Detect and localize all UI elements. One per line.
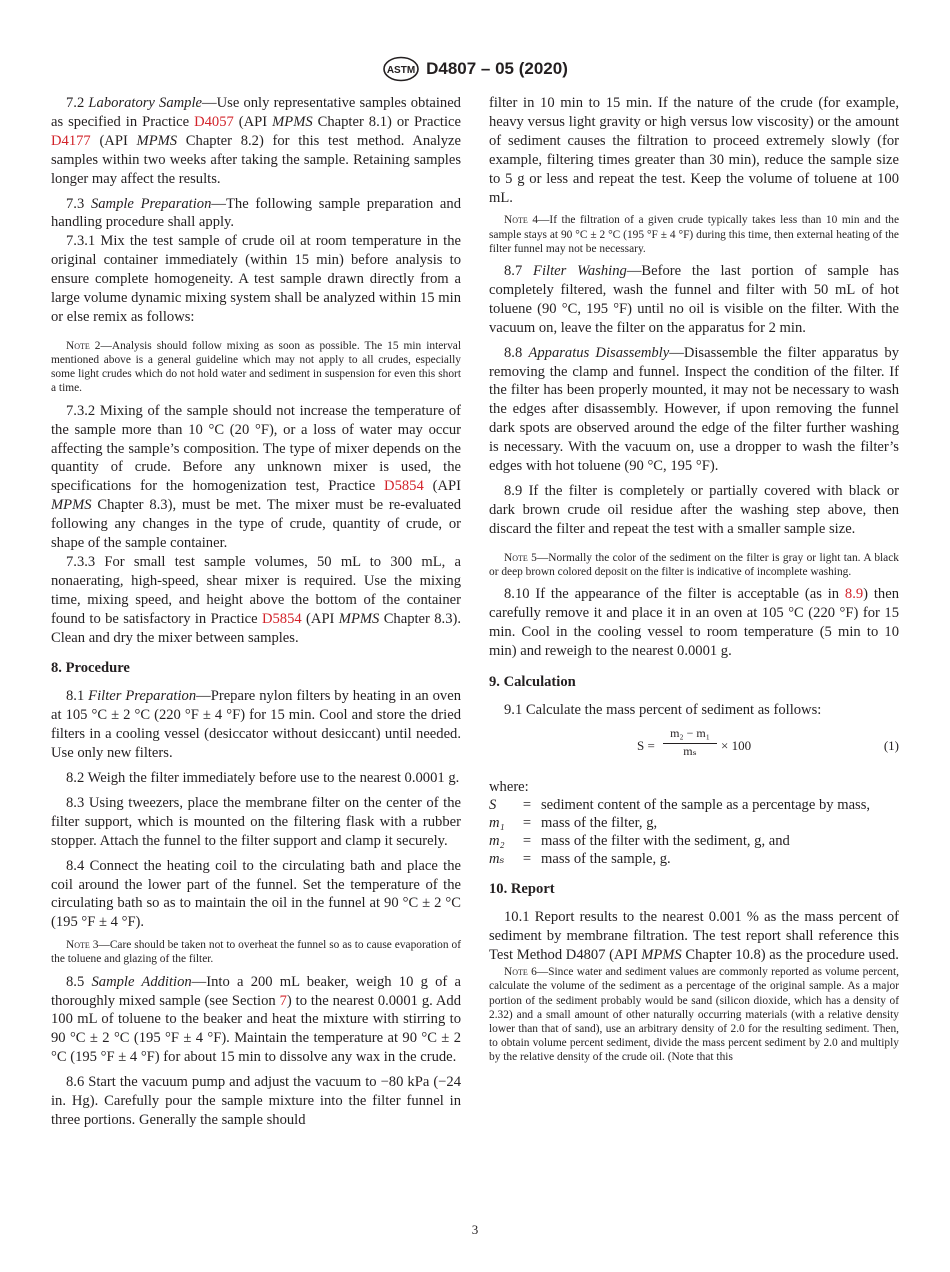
para-8-2: 8.2 Weigh the filter immediately before use to the nearest 0.0001 g. [66, 770, 460, 786]
para-10-1: 10.1 Report results to the nearest 0.001 % as the mass percent of sediment by membrane filtration. The test report shall reference this Test Method D4807 (API MPMS Chapter 10.8) as the procedure used. [489, 909, 899, 964]
right-column [489, 94, 899, 1065]
section-8-heading: 8. Procedure [51, 660, 130, 677]
note-3: Note 3—Care should be taken not to overheat the funnel so as to cause evaporation of the toluene and glazing of the filter. [51, 939, 461, 966]
para-9-1: 9.1 Calculate the mass percent of sediment as follows: [504, 701, 822, 718]
ref-d4057[interactable]: D4057 [194, 113, 234, 130]
equation-1 [489, 726, 899, 772]
section-9-heading: 9. Calculation [489, 673, 576, 690]
para-8-5: 8.5 Sample Addition—Into a 200 mL beaker, weigh 10 g of a thoroughly mixed sample (see Section 7) to the nearest 0.0001 g. Add 100 mL of toluene to the beaker and heat the mixture with stirring to 90 °C ± 2 °C (195 °F ± 4 °F). Maintain the temperature at 90 °C ± 2 °C (195 °F ± 4 °F) for about 15 min to dissolve any wax in the crude. [51, 973, 461, 1066]
definition-row: mₛ = mass of the sample, g. [489, 851, 671, 868]
para-8-4: 8.4 Connect the heating coil to the circulating bath and place the coil around the lower part of the funnel. Set the temperature of the circulating bath so as to maintain the oil in the funnel at 90 °C ± 2 °C (195 °F ± 4 °F). [51, 857, 461, 931]
svg-text:ASTM: ASTM [386, 65, 416, 76]
equation-fraction [663, 726, 717, 759]
para-7-3: 7.3 Sample Preparation—The following sample preparation and handling procedure shall apply. [51, 195, 461, 231]
para-7-3-2: 7.3.2 Mixing of the sample should not increase the temperature of the sample more than 10 °C (20 °F), or a loss of water may occur affecting the sample’s composition. The type of mixer depends on the quantity of crude. Before any unknown mixer is used, the specifications for the homogenization test, Practice D5854 (API MPMS Chapter 8.3), must be met. The mixer must be re-evaluated following any changes in the type of crude, quantity of crude, or shape of the sample container. [51, 402, 461, 552]
ref-8-9[interactable]: 8.9 [844, 586, 864, 603]
note-6: Note 6—Since water and sediment values are commonly reported as volume percent, calculate the volume of the sediment as a percentage of the original sample. As a major portion of the sediment probably would be sand (silicon dioxide, which has a density of 2.32) and a small amount of other naturally occurring materials (with a relative density lower than that of sand), use an arbitrary density of 2.0 for the resulting sediment. Then, to obtain volume percent sediment, divide the mass percent sediment by 2.0 and multiply by the relative density of the crude oil. (Note that this [489, 966, 900, 1064]
where-label: where: [489, 778, 529, 795]
ref-d5854[interactable]: D5854 [384, 478, 424, 495]
para-8-8: 8.8 Apparatus Disassembly—Disassemble the filter apparatus by removing the clamp and funnel. Inspect the condition of the filter. If the filter has been properly mounted, it may not be necessary to wash the edges after disassembly. However, if upon removing the funnel dark spots are observed around the edge of the filter further washing is necessary. With the vacuum on, use a dropper to wash the filter’s edges with hot toluene (90 °C, 195 °F). [489, 344, 899, 475]
para-8-7: 8.7 Filter Washing—Before the last portion of sample has completely filtered, wash the funnel and filter with 50 mL of hot toluene (90 °C, 195 °F) until no oil is visible on the filter. With the vacuum on, leave the filter on the apparatus for 2 min. [489, 263, 900, 336]
ref-section-7[interactable]: 7 [279, 992, 287, 1009]
note-4: Note 4—If the filtration of a given crude typically takes less than 10 min and the sample stays at 90 °C ± 2 °C (195 °F ± 4 °F) during this time, then external heating of the filter funnel may not be necessary. [489, 214, 899, 255]
para-8-10: 8.10 If the appearance of the filter is acceptable (as in 8.9) then carefully remove it and place it in an oven at 105 °C (220 °F) for 15 min. Cool in the cooling vessel to room temperature (5 min to 10 min) and reweigh to the nearest 0.0001 g. [489, 586, 899, 659]
para-8-9: 8.9 If the filter is completely or partially covered with black or dark brown crude oil residue after the washing step above, then discard the filter and repeat the test with a smaller sample size. [489, 483, 899, 537]
equation-lhs: S = [637, 737, 655, 753]
equation-rhs: × 100 [721, 737, 752, 753]
definition-row: m₁ = mass of the filter, g, [489, 815, 658, 832]
note-5: Note 5—Normally the color of the sediment on the filter is gray or light tan. A black or deep brown colored deposit on the filter is indicative of incomplete washing. [489, 551, 899, 578]
ref-d4177[interactable]: D4177 [51, 132, 91, 149]
para-8-3: 8.3 Using tweezers, place the membrane filter on the center of the filter support, which is mounted on the filtering flask with a rubber stopper. Attach the funnel to the filter support and clamp it securely. [51, 794, 461, 849]
document-title: D4807 – 05 (2020) [426, 59, 568, 78]
equation-denominator: mₛ [683, 743, 697, 758]
equation-number: (1) [883, 737, 899, 753]
note-2: Note 2—Analysis should follow mixing as soon as possible. The 15 min interval mentioned above is a general guideline which may not apply to all crudes, especially some light crudes which do not hold water and sediment in suspension for even this short a time. [51, 339, 462, 395]
para-8-6: 8.6 Start the vacuum pump and adjust the vacuum to −80 kPa (−24 in. Hg). Carefully pour the sample mixture into the filter funnel in three portions. Generally the sample should [51, 1074, 461, 1128]
para-8-1: 8.1 Filter Preparation—Prepare nylon filters by heating in an oven at 105 °C ± 2 °C (220 °F ± 4 °F) for 15 min. Cool and store the dried filters in a cooling vessel (desiccator without desiccant) until needed. Use only new filters. [51, 688, 461, 762]
para-7-3-1: 7.3.1 Mix the test sample of crude oil at room temperature in the original container immediately (within 15 min) before analysis to ensure complete homogeneity. A test sample drawn directly from a large volume dynamic mixing system shall be analyzed within 15 min or else remix as follows: [51, 233, 461, 325]
left-column [51, 94, 461, 1130]
para-7-2: 7.2 Laboratory Sample—Use only representative samples obtained as specified in Practice D4057 (API MPMS Chapter 8.1) or Practice D4177 (API MPMS Chapter 8.2) for this test method. Analyze samples within two weeks after taking the sample. Retaining samples longer may affect the results. [51, 95, 461, 187]
page-number: 3 [471, 1222, 479, 1237]
definition-row: S = sediment content of the sample as a percentage by mass, [489, 797, 871, 814]
variable-definitions [489, 796, 899, 868]
ref-d5854-2[interactable]: D5854 [261, 610, 302, 627]
para-7-3-3: 7.3.3 For small test sample volumes, 50 mL to 300 mL, a nonaerating, high-speed, shear mixer is required. Use the mixing time, mixing speed, and height above the bottom of the container found to be satisfactory in Practice D5854 (API MPMS Chapter 8.3). Clean and dry the mixer between samples. [51, 553, 461, 646]
definition-row: m₂ = mass of the filter with the sediment, g, and [489, 833, 790, 850]
section-10-heading: 10. Report [489, 881, 555, 898]
equation-numerator: m₂ − m₁ [663, 726, 717, 744]
para-8-6-continued: filter in 10 min to 15 min. If the nature of the crude (for example, heavy versus light gravity or high versus low viscosity) or the amount of sediment causes the filtration to proceed extremely slowly (for example, filtering times greater than 30 min), reduce the sample size to 5 g or less and repeat the test. Keep the volume of toluene at 100 mL. [489, 95, 899, 206]
astm-logo-icon [382, 56, 420, 82]
page-header [0, 56, 950, 82]
